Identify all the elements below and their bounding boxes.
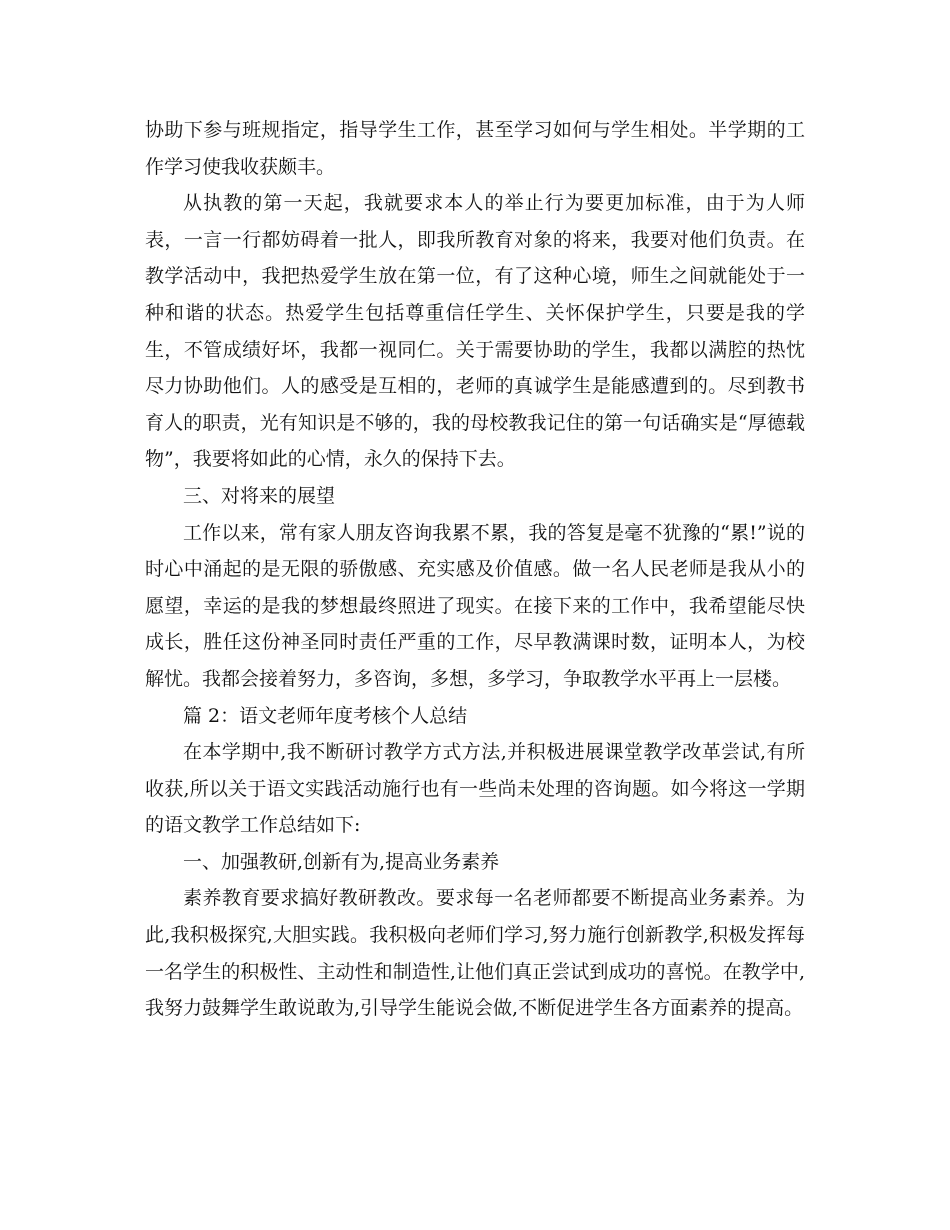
paragraph-research-practice: 素养教育要求搞好教研教改。要求每一名老师都要不断提高业务素养。为此,我积极探究,大胆实践。我积极向老师们学习,努力施行创新教学,积极发挥每一名学生的积极性、主动性和制造性,让他们真正尝试到成功的喜悦。在教学中,我努力鼓舞学生敢说敢为,引导学生能说会做,不断促进学生各方面素养的提高。: [145, 887, 805, 1020]
paragraph-teaching-ethics: 从执教的第一天起，我就要求本人的举止行为要更加标准，由于为人师表，一言一行都妨碍着一批人，即我所教育对象的将来，我要对他们负责。在教学活动中，我把热爱学生放在第一位，有了这种心境，师生之间就能处于一种和谐的状态。热爱学生包括尊重信任学生、关怀保护学生，只要是我的学生，不管成绩好坏，我都一视同仁。关于需要协助的学生，我都以满腔的热忱尽力协助他们。人的感受是互相的，老师的真诚学生是能感遭到的。尽到教书育人的职责，光有知识是不够的，我的母校教我记住的第一句话确实是“厚德载物”，我要将如此的心情，永久的保持下去。: [145, 192, 805, 471]
section-heading-future: 三、对将来的展望: [183, 484, 336, 507]
paragraph-continuation: 协助下参与班规指定，指导学生工作，甚至学习如何与学生相处。半学期的工作学习使我收获颇丰。: [145, 119, 805, 178]
section-heading-research: 一、加强教研,创新有为,提高业务素养: [183, 850, 500, 873]
document-page: [145, 112, 805, 1027]
paragraph-semester-intro: 在本学期中,我不断研讨教学方式方法,并积极进展课堂教学改革尝试,有所收获,所以关于语文实践活动施行也有一些尚未处理的咨询题。如今将这一学期的语文教学工作总结如下:: [145, 741, 805, 837]
paragraph-future-outlook: 工作以来，常有家人朋友咨询我累不累，我的答复是毫不犹豫的“累!”说的时心中涌起的是无限的骄傲感、充实感及价值感。做一名人民老师是我从小的愿望，幸运的是我的梦想最终照进了现实。在接下来的工作中，我希望能尽快成长，胜任这份神圣同时责任严重的工作，尽早教满课时数，证明本人，为校解忧。我都会接着努力，多咨询，多想，多学习，争取教学水平再上一层楼。: [145, 521, 805, 690]
article-title-part-2: 篇 2：语文老师年度考核个人总结: [183, 704, 468, 727]
